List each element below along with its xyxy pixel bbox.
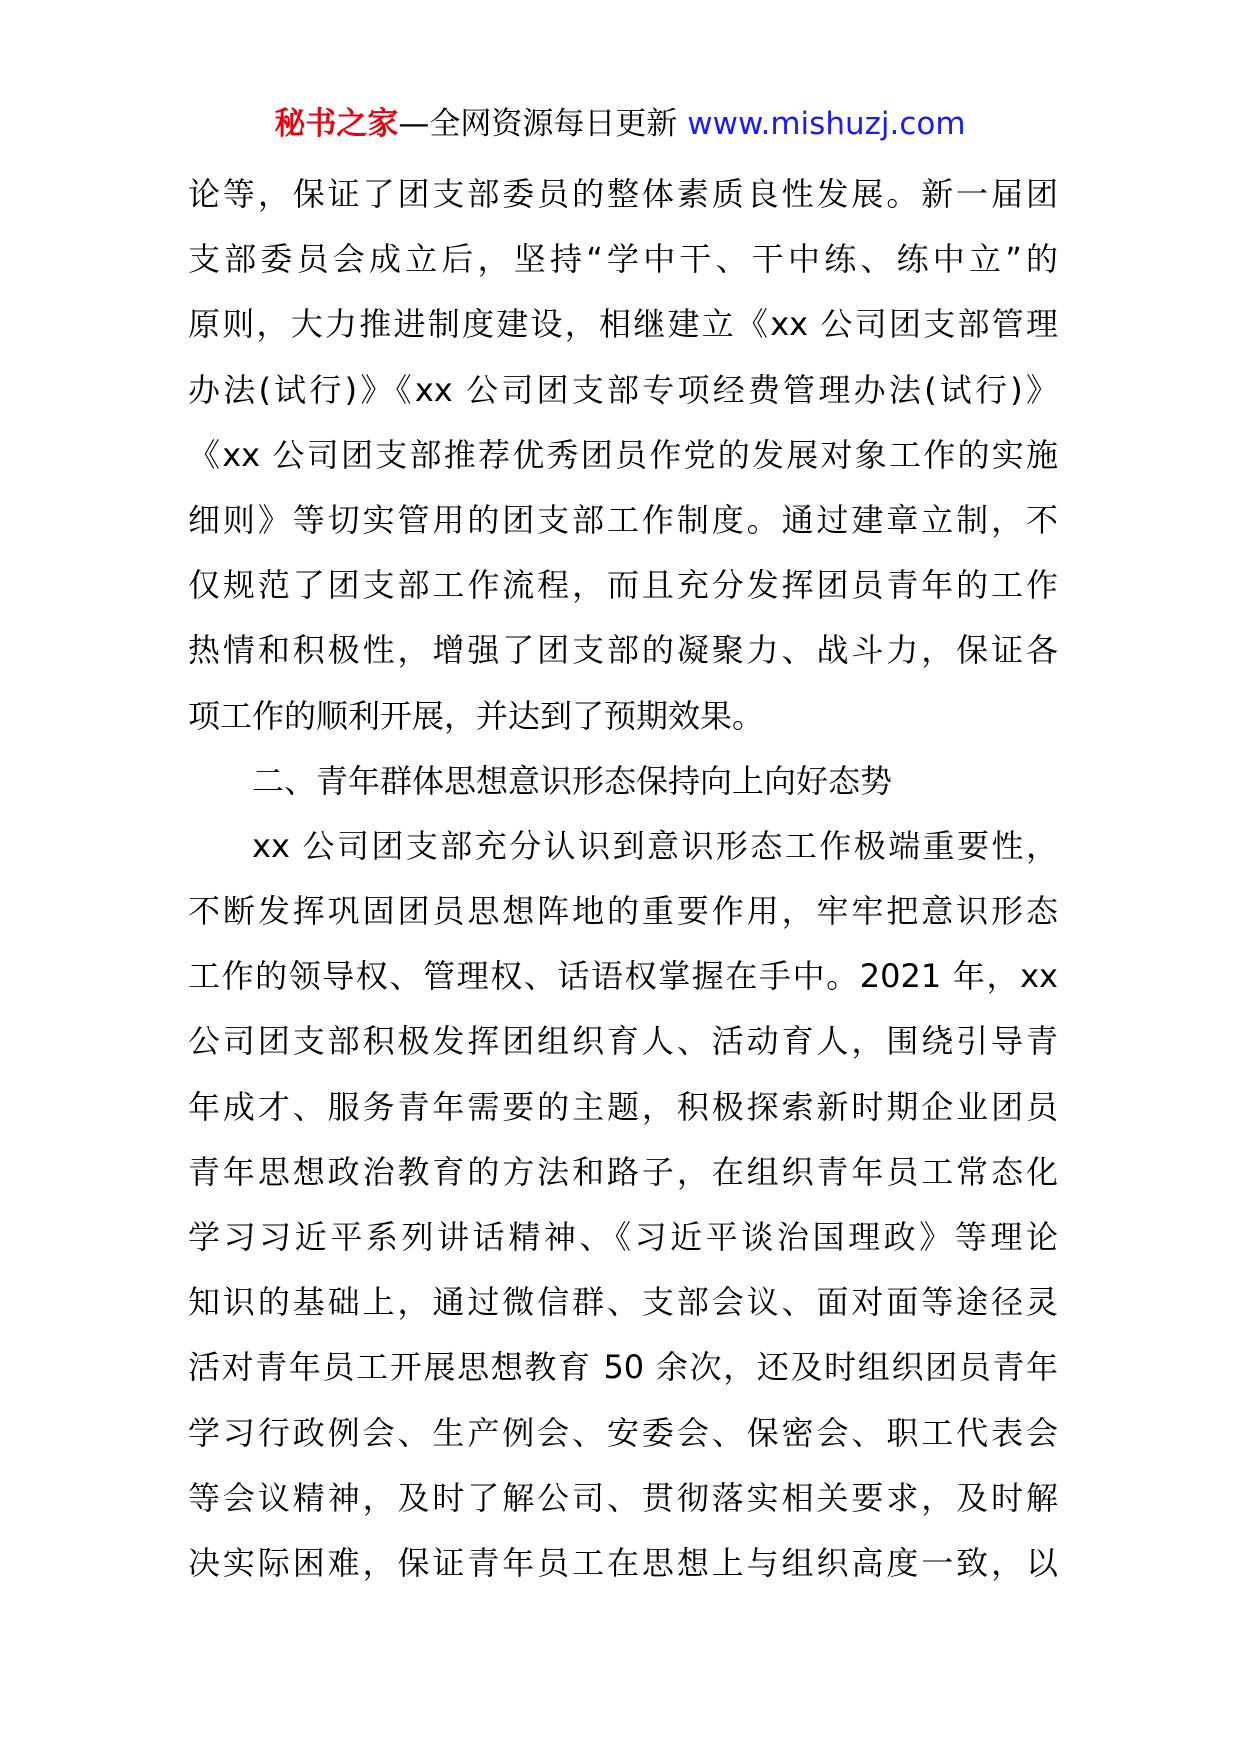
document-body [188,162,1058,1596]
text-line: 年成才、服务青年需要的主题，积极探索新时期企业团员 [188,1087,1058,1126]
text-line: 细则》等切实管用的团支部工作制度。通过建章立制，不 [188,500,1058,539]
text-line: 《xx 公司团支部推荐优秀团员作党的发展对象工作的实施 [188,435,1058,474]
page-header [0,100,1240,148]
text-line: 活对青年员工开展思想教育 50 余次，还及时组织团员青年 [188,1348,1058,1387]
text-line: 工作的领导权、管理权、话语权掌握在手中。2021 年，xx [188,957,1058,996]
brand-name: 秘书之家 [274,106,399,142]
text-line: xx 公司团支部充分认识到意识形态工作极端重要性， [252,826,1058,865]
site-url-link[interactable]: www.mishuzj.com [687,106,966,142]
text-line: 学习行政例会、生产例会、安委会、保密会、职工代表会 [188,1413,1058,1452]
section-heading: 二、青年群体思想意识形态保持向上向好态势 [252,761,893,800]
text-line: 公司团支部积极发挥团组织育人、活动育人，围绕引导青 [188,1022,1058,1061]
text-line: 决实际困难，保证青年员工在思想上与组织高度一致，以 [188,1543,1058,1582]
text-line: 等会议精神，及时了解公司、贯彻落实相关要求，及时解 [188,1478,1058,1517]
text-line: 学习习近平系列讲话精神、《习近平谈治国理政》等理论 [188,1218,1058,1256]
header-tagline: —全网资源每日更新 [398,106,678,142]
text-line: 知识的基础上，通过微信群、支部会议、面对面等途径灵 [188,1283,1058,1322]
text-line: 不断发挥巩固团员思想阵地的重要作用，牢牢把意识形态 [188,892,1058,931]
text-line: 项工作的顺利开展，并达到了预期效果。 [188,696,765,735]
text-line: 青年思想政治教育的方法和路子，在组织青年员工常态化 [188,1152,1058,1191]
text-line: 热情和积极性，增强了团支部的凝聚力、战斗力，保证各 [188,631,1058,670]
text-line: 论等，保证了团支部委员的整体素质良性发展。新一届团 [188,175,1058,213]
text-line: 支部委员会成立后，坚持“学中干、干中练、练中立”的 [188,240,1058,279]
text-line: 原则，大力推进制度建设，相继建立《xx 公司团支部管理 [188,305,1058,344]
text-line: 仅规范了团支部工作流程，而且充分发挥团员青年的工作 [188,566,1058,605]
text-line: 办法(试行)》《xx 公司团支部专项经费管理办法(试行)》 [188,370,1058,409]
